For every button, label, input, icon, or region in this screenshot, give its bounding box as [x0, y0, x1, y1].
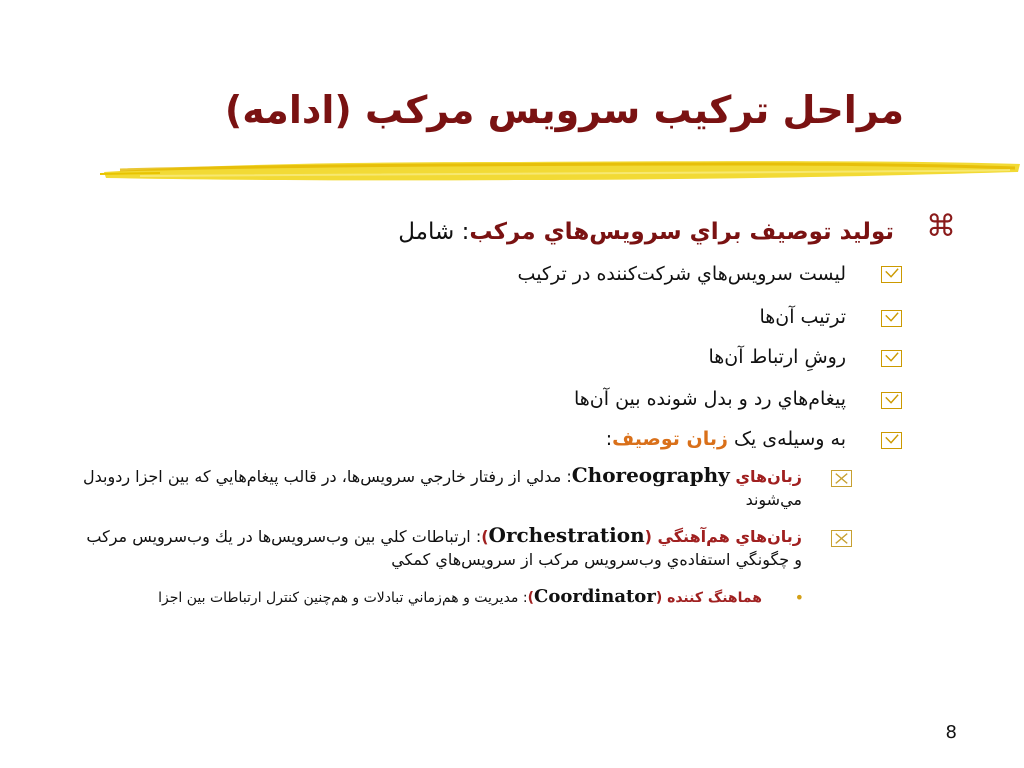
bullet-level4-prefix: هماهنگ کننده (: [655, 590, 762, 606]
bullet-level4-desc: : مديريت و هم‌زماني تبادلات و هم‌چنين کنترل ارتباطات بين اجزا: [158, 590, 528, 606]
bullet-level3-desc: : مدلي از رفتار خارجي سرويس‌ها، در قالب پيغام‌هايي که بين اجزا ردوبدل مي‌شوند: [83, 467, 802, 509]
page-number: 8: [945, 722, 957, 743]
bullet-level2-item: ترتيب آن‌ها: [759, 306, 846, 328]
bullet-level1: [398, 219, 894, 245]
bullet-level3-orchestration: [82, 524, 802, 571]
bullet-level3-suffix: ): [481, 527, 489, 546]
checkbox-check-icon: [881, 310, 902, 327]
description-language-highlight: زبان توصيف: [612, 428, 728, 450]
bullet-level3-english: Orchestration: [488, 523, 645, 547]
bullet-level2-item: [606, 428, 846, 450]
bullet-level3-prefix: زبان‌هاي: [729, 467, 802, 486]
checkbox-x-icon: [831, 530, 852, 547]
bullet-level1-rest: : شامل: [398, 219, 470, 245]
checkbox-x-icon: [831, 470, 852, 487]
bullet-level4-suffix: ): [527, 590, 534, 606]
bullet-level3-desc: : ارتباطات کلي بين وب‌سرويس‌ها در يك وب‌سرويس مرکب و چگونگي استفاده‌ي وب‌سرويس مرکب از سرويس‌هاي کمکي: [86, 527, 802, 569]
checkbox-check-icon: [881, 432, 902, 449]
title-underline-brush: [100, 150, 1024, 190]
bullet-level2-item: پيغام‌هاي رد و بدل شونده بين آن‌ها: [573, 388, 846, 410]
bullet-level4-english: Coordinator: [534, 586, 656, 607]
checkbox-check-icon: [881, 350, 902, 367]
bullet-level3-choreography: [82, 464, 802, 511]
bullet-level2-text-before: به وسيله‌ی يک: [727, 428, 846, 450]
checkbox-check-icon: [881, 392, 902, 409]
slide-title: مراحل ترکيب سرويس مرکب (ادامه): [224, 88, 904, 132]
bullet-level4-coordinator: [82, 586, 762, 609]
checkbox-check-icon: [881, 266, 902, 283]
command-icon: ⌘: [926, 209, 956, 244]
bullet-level3-english: Choreography: [571, 463, 730, 487]
bullet-level1-lead: توليد توصيف براي سرويس‌هاي مرکب: [469, 219, 894, 245]
bullet-level2-item: ليست سرويس‌هاي شرکت‌کننده در ترکيب: [517, 263, 846, 285]
bullet-level2-text-after: :: [605, 428, 613, 450]
bullet-dot-icon: •: [794, 588, 804, 607]
bullet-level3-prefix: زبان‌هاي هم‌آهنگي (: [644, 527, 802, 546]
bullet-level2-item: روشِ ارتباط آن‌ها: [708, 346, 846, 368]
